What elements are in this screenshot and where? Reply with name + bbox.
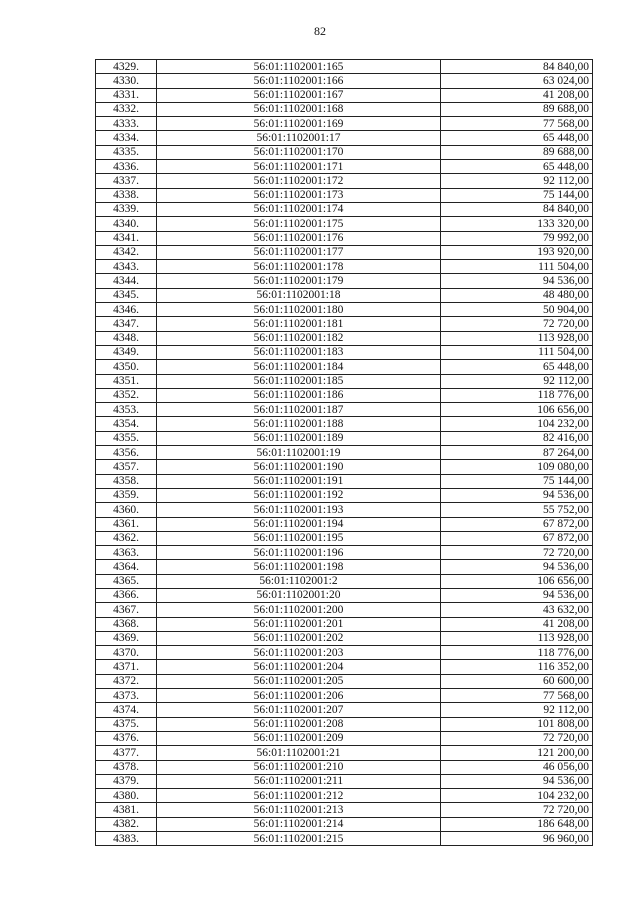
cadastral-number-cell: 56:01:1102001:215: [157, 832, 441, 846]
table-row: [96, 188, 593, 202]
cadastral-value-cell: 94 536,00: [441, 274, 593, 288]
cadastral-number-cell: 56:01:1102001:195: [157, 531, 441, 545]
table-row: [96, 560, 593, 574]
row-number-cell: 4383.: [96, 832, 157, 846]
cadastral-value-cell: 104 232,00: [441, 789, 593, 803]
row-number-cell: 4348.: [96, 331, 157, 345]
row-number-cell: 4356.: [96, 446, 157, 460]
cadastral-number-cell: 56:01:1102001:21: [157, 746, 441, 760]
row-number-cell: 4351.: [96, 374, 157, 388]
table-row: [96, 460, 593, 474]
cadastral-value-cell: 94 536,00: [441, 488, 593, 502]
row-number-cell: 4335.: [96, 145, 157, 159]
row-number-cell: 4358.: [96, 474, 157, 488]
cadastral-number-cell: 56:01:1102001:192: [157, 488, 441, 502]
cadastral-value-cell: 79 992,00: [441, 231, 593, 245]
cadastral-number-cell: 56:01:1102001:205: [157, 674, 441, 688]
table-row: [96, 145, 593, 159]
row-number-cell: 4342.: [96, 245, 157, 259]
cadastral-number-cell: 56:01:1102001:187: [157, 403, 441, 417]
cadastral-number-cell: 56:01:1102001:185: [157, 374, 441, 388]
cadastral-value-cell: 72 720,00: [441, 731, 593, 745]
cadastral-number-cell: 56:01:1102001:208: [157, 717, 441, 731]
cadastral-value-cell: 41 208,00: [441, 617, 593, 631]
table-row: [96, 245, 593, 259]
table-row: [96, 360, 593, 374]
row-number-cell: 4346.: [96, 303, 157, 317]
cadastral-value-cell: 94 536,00: [441, 774, 593, 788]
cadastral-value-cell: 43 632,00: [441, 603, 593, 617]
cadastral-value-cell: 65 448,00: [441, 160, 593, 174]
cadastral-value-cell: 113 928,00: [441, 631, 593, 645]
cadastral-value-cell: 72 720,00: [441, 803, 593, 817]
cadastral-value-cell: 133 320,00: [441, 217, 593, 231]
table-row: [96, 674, 593, 688]
table-row: [96, 331, 593, 345]
row-number-cell: 4334.: [96, 131, 157, 145]
cadastral-value-cell: 193 920,00: [441, 245, 593, 259]
cadastral-number-cell: 56:01:1102001:194: [157, 517, 441, 531]
row-number-cell: 4330.: [96, 74, 157, 88]
table-row: [96, 431, 593, 445]
row-number-cell: 4381.: [96, 803, 157, 817]
row-number-cell: 4378.: [96, 760, 157, 774]
table-row: [96, 746, 593, 760]
page-number: 82: [314, 24, 326, 38]
table-row: [96, 817, 593, 831]
cadastral-number-cell: 56:01:1102001:180: [157, 303, 441, 317]
row-number-cell: 4377.: [96, 746, 157, 760]
cadastral-value-cell: 67 872,00: [441, 531, 593, 545]
cadastral-value-cell: 118 776,00: [441, 388, 593, 402]
table-row: [96, 474, 593, 488]
row-number-cell: 4344.: [96, 274, 157, 288]
cadastral-number-cell: 56:01:1102001:213: [157, 803, 441, 817]
row-number-cell: 4370.: [96, 646, 157, 660]
row-number-cell: 4363.: [96, 546, 157, 560]
cadastral-number-cell: 56:01:1102001:207: [157, 703, 441, 717]
table-row: [96, 703, 593, 717]
table-row: [96, 374, 593, 388]
table-row: [96, 274, 593, 288]
cadastral-number-cell: 56:01:1102001:190: [157, 460, 441, 474]
cadastral-number-cell: 56:01:1102001:193: [157, 503, 441, 517]
cadastral-value-cell: 121 200,00: [441, 746, 593, 760]
cadastral-value-cell: 41 208,00: [441, 88, 593, 102]
table-row: [96, 574, 593, 588]
cadastral-number-cell: 56:01:1102001:210: [157, 760, 441, 774]
table-row: [96, 303, 593, 317]
cadastral-number-cell: 56:01:1102001:20: [157, 588, 441, 602]
cadastral-number-cell: 56:01:1102001:2: [157, 574, 441, 588]
cadastral-value-cell: 84 840,00: [441, 60, 593, 74]
cadastral-number-cell: 56:01:1102001:191: [157, 474, 441, 488]
table-row: [96, 832, 593, 846]
cadastral-value-cell: 186 648,00: [441, 817, 593, 831]
cadastral-number-cell: 56:01:1102001:176: [157, 231, 441, 245]
row-number-cell: 4365.: [96, 574, 157, 588]
cadastral-value-cell: 77 568,00: [441, 689, 593, 703]
row-number-cell: 4332.: [96, 102, 157, 116]
row-number-cell: 4375.: [96, 717, 157, 731]
cadastral-value-cell: 113 928,00: [441, 331, 593, 345]
cadastral-value-cell: 67 872,00: [441, 517, 593, 531]
cadastral-number-cell: 56:01:1102001:188: [157, 417, 441, 431]
cadastral-number-cell: 56:01:1102001:181: [157, 317, 441, 331]
row-number-cell: 4368.: [96, 617, 157, 631]
cadastral-value-cell: 77 568,00: [441, 117, 593, 131]
row-number-cell: 4333.: [96, 117, 157, 131]
row-number-cell: 4371.: [96, 660, 157, 674]
row-number-cell: 4349.: [96, 345, 157, 359]
cadastral-value-cell: 46 056,00: [441, 760, 593, 774]
row-number-cell: 4336.: [96, 160, 157, 174]
cadastral-value-cell: 118 776,00: [441, 646, 593, 660]
cadastral-value-cell: 101 808,00: [441, 717, 593, 731]
row-number-cell: 4364.: [96, 560, 157, 574]
cadastral-number-cell: 56:01:1102001:214: [157, 817, 441, 831]
cadastral-number-cell: 56:01:1102001:183: [157, 345, 441, 359]
table-row: [96, 446, 593, 460]
cadastral-number-cell: 56:01:1102001:186: [157, 388, 441, 402]
cadastral-value-cell: 63 024,00: [441, 74, 593, 88]
table-row: [96, 803, 593, 817]
cadastral-number-cell: 56:01:1102001:184: [157, 360, 441, 374]
row-number-cell: 4380.: [96, 789, 157, 803]
cadastral-number-cell: 56:01:1102001:165: [157, 60, 441, 74]
row-number-cell: 4343.: [96, 260, 157, 274]
cadastral-value-cell: 116 352,00: [441, 660, 593, 674]
row-number-cell: 4361.: [96, 517, 157, 531]
table-row: [96, 60, 593, 74]
table-row: [96, 774, 593, 788]
table-row: [96, 88, 593, 102]
row-number-cell: 4341.: [96, 231, 157, 245]
cadastral-value-cell: 84 840,00: [441, 202, 593, 216]
cadastral-number-cell: 56:01:1102001:178: [157, 260, 441, 274]
table-row: [96, 160, 593, 174]
cadastral-value-cell: 65 448,00: [441, 131, 593, 145]
row-number-cell: 4355.: [96, 431, 157, 445]
row-number-cell: 4339.: [96, 202, 157, 216]
cadastral-number-cell: 56:01:1102001:179: [157, 274, 441, 288]
cadastral-number-cell: 56:01:1102001:169: [157, 117, 441, 131]
table-row: [96, 503, 593, 517]
table-row: [96, 403, 593, 417]
row-number-cell: 4360.: [96, 503, 157, 517]
cadastral-number-cell: 56:01:1102001:177: [157, 245, 441, 259]
cadastral-value-cell: 94 536,00: [441, 588, 593, 602]
cadastral-number-cell: 56:01:1102001:170: [157, 145, 441, 159]
cadastral-value-cell: 65 448,00: [441, 360, 593, 374]
table-row: [96, 74, 593, 88]
table-row: [96, 531, 593, 545]
row-number-cell: 4353.: [96, 403, 157, 417]
cadastral-value-cell: 72 720,00: [441, 546, 593, 560]
cadastral-value-cell: 111 504,00: [441, 345, 593, 359]
table-row: [96, 260, 593, 274]
cadastral-value-cell: 89 688,00: [441, 102, 593, 116]
cadastral-value-cell: 72 720,00: [441, 317, 593, 331]
cadastral-number-cell: 56:01:1102001:166: [157, 74, 441, 88]
table-row: [96, 631, 593, 645]
cadastral-value-cell: 92 112,00: [441, 374, 593, 388]
cadastral-value-cell: 92 112,00: [441, 174, 593, 188]
cadastral-value-cell: 106 656,00: [441, 574, 593, 588]
cadastral-number-cell: 56:01:1102001:196: [157, 546, 441, 560]
cadastral-number-cell: 56:01:1102001:204: [157, 660, 441, 674]
row-number-cell: 4352.: [96, 388, 157, 402]
row-number-cell: 4374.: [96, 703, 157, 717]
row-number-cell: 4329.: [96, 60, 157, 74]
cadastral-number-cell: 56:01:1102001:202: [157, 631, 441, 645]
table-row: [96, 689, 593, 703]
table-row: [96, 660, 593, 674]
cadastral-value-cell: 50 904,00: [441, 303, 593, 317]
row-number-cell: 4338.: [96, 188, 157, 202]
row-number-cell: 4337.: [96, 174, 157, 188]
table-row: [96, 202, 593, 216]
cadastral-number-cell: 56:01:1102001:173: [157, 188, 441, 202]
table-row: [96, 231, 593, 245]
row-number-cell: 4367.: [96, 603, 157, 617]
cadastral-number-cell: 56:01:1102001:167: [157, 88, 441, 102]
table-row: [96, 488, 593, 502]
table-row: [96, 731, 593, 745]
cadastral-number-cell: 56:01:1102001:189: [157, 431, 441, 445]
row-number-cell: 4359.: [96, 488, 157, 502]
cadastral-number-cell: 56:01:1102001:201: [157, 617, 441, 631]
row-number-cell: 4340.: [96, 217, 157, 231]
table-row: [96, 646, 593, 660]
cadastral-value-cell: 82 416,00: [441, 431, 593, 445]
table-row: [96, 117, 593, 131]
row-number-cell: 4373.: [96, 689, 157, 703]
row-number-cell: 4362.: [96, 531, 157, 545]
table-row: [96, 102, 593, 116]
cadastral-value-cell: 92 112,00: [441, 703, 593, 717]
row-number-cell: 4331.: [96, 88, 157, 102]
table-row: [96, 388, 593, 402]
cadastral-number-cell: 56:01:1102001:18: [157, 288, 441, 302]
table-row: [96, 588, 593, 602]
cadastral-value-cell: 104 232,00: [441, 417, 593, 431]
table-row: [96, 517, 593, 531]
cadastral-number-cell: 56:01:1102001:209: [157, 731, 441, 745]
cadastral-value-cell: 96 960,00: [441, 832, 593, 846]
table-row: [96, 217, 593, 231]
cadastral-number-cell: 56:01:1102001:172: [157, 174, 441, 188]
cadastral-number-cell: 56:01:1102001:182: [157, 331, 441, 345]
row-number-cell: 4379.: [96, 774, 157, 788]
cadastral-number-cell: 56:01:1102001:212: [157, 789, 441, 803]
table-row: [96, 717, 593, 731]
cadastral-value-table: [95, 59, 593, 846]
cadastral-value-cell: 94 536,00: [441, 560, 593, 574]
cadastral-value-cell: 75 144,00: [441, 188, 593, 202]
cadastral-value-cell: 89 688,00: [441, 145, 593, 159]
row-number-cell: 4345.: [96, 288, 157, 302]
cadastral-number-cell: 56:01:1102001:203: [157, 646, 441, 660]
table-row: [96, 288, 593, 302]
row-number-cell: 4357.: [96, 460, 157, 474]
table-row: [96, 417, 593, 431]
row-number-cell: 4382.: [96, 817, 157, 831]
table-row: [96, 617, 593, 631]
table-row: [96, 546, 593, 560]
cadastral-number-cell: 56:01:1102001:200: [157, 603, 441, 617]
table-row: [96, 131, 593, 145]
row-number-cell: 4347.: [96, 317, 157, 331]
table-row: [96, 760, 593, 774]
cadastral-value-cell: 106 656,00: [441, 403, 593, 417]
row-number-cell: 4372.: [96, 674, 157, 688]
cadastral-value-cell: 48 480,00: [441, 288, 593, 302]
cadastral-number-cell: 56:01:1102001:174: [157, 202, 441, 216]
row-number-cell: 4350.: [96, 360, 157, 374]
row-number-cell: 4366.: [96, 588, 157, 602]
cadastral-number-cell: 56:01:1102001:175: [157, 217, 441, 231]
table-row: [96, 603, 593, 617]
table-row: [96, 317, 593, 331]
cadastral-value-cell: 87 264,00: [441, 446, 593, 460]
cadastral-value-cell: 111 504,00: [441, 260, 593, 274]
row-number-cell: 4369.: [96, 631, 157, 645]
cadastral-value-cell: 75 144,00: [441, 474, 593, 488]
cadastral-value-cell: 109 080,00: [441, 460, 593, 474]
table-body: [96, 60, 593, 846]
cadastral-number-cell: 56:01:1102001:171: [157, 160, 441, 174]
cadastral-number-cell: 56:01:1102001:17: [157, 131, 441, 145]
cadastral-number-cell: 56:01:1102001:19: [157, 446, 441, 460]
row-number-cell: 4376.: [96, 731, 157, 745]
cadastral-value-cell: 55 752,00: [441, 503, 593, 517]
cadastral-number-cell: 56:01:1102001:168: [157, 102, 441, 116]
cadastral-number-cell: 56:01:1102001:206: [157, 689, 441, 703]
cadastral-number-cell: 56:01:1102001:211: [157, 774, 441, 788]
table-row: [96, 345, 593, 359]
row-number-cell: 4354.: [96, 417, 157, 431]
cadastral-value-cell: 60 600,00: [441, 674, 593, 688]
table-row: [96, 174, 593, 188]
cadastral-number-cell: 56:01:1102001:198: [157, 560, 441, 574]
table-row: [96, 789, 593, 803]
